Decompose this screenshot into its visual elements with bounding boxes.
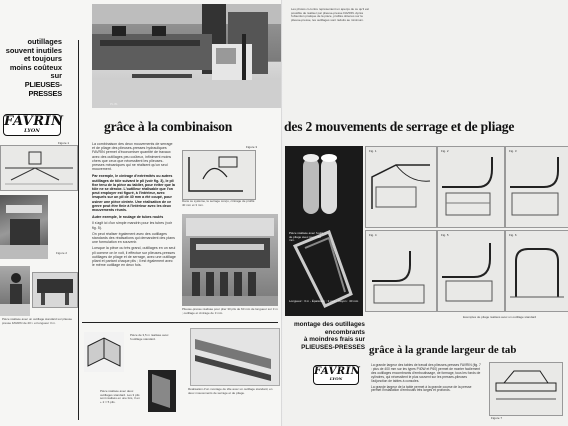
fig2-label: Figure 2: [56, 251, 68, 255]
bracket-illustration: [84, 332, 124, 372]
figure-1-label: Figure 1: [58, 141, 70, 145]
mount-line: PLIEUSES-PRESSES: [301, 343, 365, 351]
bent-part-photo: [148, 370, 176, 412]
fig-cell-3: [505, 146, 568, 228]
body-text-col1: [92, 142, 176, 267]
headline-line: moins coûteux: [9, 62, 62, 72]
figure-1-diagram: [0, 145, 78, 191]
headline-line: outillages: [27, 37, 62, 46]
machine-illustration: [33, 273, 77, 307]
body-paragraph: On peut réaliser également avec des outillages standards des réalisations qui demandent des plans une formulation en souvenir.: [92, 231, 175, 245]
bend-fig-3: [506, 147, 568, 227]
photo-caption-left: Pièce réalisée avec un outillage standard sur plieuse presse FAVRIN de 20 t. et longueur 3 m.: [2, 317, 73, 325]
fig-cell-5: [437, 230, 505, 312]
press-photo-left: [0, 195, 48, 259]
favrin-logo: [3, 114, 64, 136]
table-diagram: [490, 363, 562, 415]
mount-headline: [285, 321, 365, 351]
bottom-rule: [82, 322, 278, 323]
fig-cell-4: [365, 230, 437, 312]
fig-label: Fig. 6: [509, 233, 517, 237]
headline-line: PLIEUSES-PRESSES: [24, 79, 62, 98]
headline-line: sur: [50, 71, 62, 81]
photo-code: PL 81: [110, 102, 118, 106]
bottom-left-caption: Pièce réalisée avec deux outillages standard. Les 3 plis sont réalisés en une fois, 3 en + 2 = 5 plis.: [100, 389, 140, 404]
press-caption: Plieuse-presse réalisée pour plier 30 plis de 60 mm de longueur sur 3 m ; outillage et cintrage de 3 mm.: [182, 307, 278, 315]
body-paragraph: Autre exemple, le roulage de tubes roulés: [92, 215, 164, 220]
mount-line: montage des outillages: [293, 321, 365, 328]
figure-grid: [365, 146, 568, 316]
profile-photo: [190, 328, 280, 386]
headline-line: souvent inutiles: [5, 45, 62, 55]
forklift-illustration: [92, 4, 281, 108]
fig-cell-1: [365, 146, 437, 228]
bend-fig-4: [366, 231, 436, 311]
bracket-diagram: [84, 332, 124, 372]
body-paragraph: Il s'agit ici d'un simple mandrin pour les tubes (voir fig. 5).: [92, 221, 173, 230]
body-paragraph: La grande largeur des tables de travail des plieuses-presses FAVRIN (fig. 7 : plus de 400 mm sur les types P40W et P60) permet de monter facilement des outillages encombrants d'emboutissage, de formage, tous les fonds de cylindres, qui nécessitent le plus souvent sur les presses-plieuses l'adjonction de tables à consoles.: [371, 363, 481, 383]
bend-fig-6: [506, 231, 568, 311]
left-page: [0, 0, 283, 426]
body-paragraph: Lorsque la pièce ou très grand, outillages en un seul pli comme on le voit, il effectue sur plieuses-presses outillages de pliage et de serrage, avec une outillage pliant et partant chaque plis ; il est également avec le même outillage en deux fois.: [92, 246, 176, 268]
main-headline-left: grâce à la combinaison: [104, 119, 233, 134]
fig-label: Fig. 3: [509, 149, 517, 153]
fig-cell-6: [505, 230, 568, 312]
bend-fig-2: [438, 147, 504, 227]
small-figure-caption: Dans ce système, le serrage conçu, cintrage de profilé 40 mm et 3 mm.: [182, 199, 255, 207]
right-page: [283, 0, 568, 426]
bend-fig-5: [438, 231, 504, 311]
forklift-photo: [92, 4, 281, 108]
bent-part-illustration: [148, 370, 176, 412]
bend-diagram: [1, 146, 77, 190]
bottom-mid-caption: Pièce de 3,5 m réalisée avec l'outillage standard.: [130, 333, 169, 341]
tube-spec: Longueur : 3 m - Épaisseur : 3 mm - Rayon : 40 mm: [289, 299, 359, 303]
main-headline-right: des 2 mouvements de serrage et de pliage: [284, 119, 515, 134]
fig-label: Fig. 1: [369, 149, 377, 153]
second-headline: grâce à la grande largeur de tab: [369, 344, 517, 356]
tube-caption: Pièce réalisée avec l'outil de pliage avec rayon 80 mm.: [289, 231, 323, 243]
logo-name: FAVRIN: [314, 366, 361, 377]
bend-fig-1: [366, 147, 436, 227]
headline-line: et toujours: [23, 54, 62, 64]
figure-7-diagram: [489, 362, 563, 416]
mount-line: à moindres frais sur: [303, 336, 365, 344]
column-rule: [78, 40, 79, 420]
bottom-right-caption: Réalisation d'un montage de tôle avec un outillage standard, en deux mouvements de serrage et de pliage.: [188, 387, 273, 395]
logo-name: FAVRIN: [4, 114, 64, 129]
body-paragraph: La combinaison des deux mouvements de serrage et de pliage des plieuses-presses hydrauliques FAVRIN permet d'économiser quantité de travaux avec des outillages peu coûteux, infiniment moins chers que ceux que nécessitent les plieuses-presses mécaniques qui ne réalisent qu'un seul mouvement.: [92, 142, 173, 172]
intro-text: Les photos ci-contre représentent un aperçu de ce qu'il est possible de réaliser par plieuse-presse FAVRIN. Après l'obtention pratique de la pièce, profilés obtenus sur la plieuse-presse, les outillages sont réduits au minimum.: [291, 7, 369, 22]
machine-photo: [32, 272, 78, 308]
figure-3-label: Figure 3: [246, 145, 258, 149]
favrin-logo: [313, 365, 359, 385]
mount-line: encombrants: [324, 328, 365, 336]
figure-3-diagram: [182, 150, 256, 200]
grid-caption: Exemples de pliage réalisés avec un outillage standard: [463, 315, 537, 319]
fig-label: Fig. 4: [369, 233, 377, 237]
fig-label: Fig. 2: [441, 149, 449, 153]
worker-photo: [0, 266, 30, 316]
profile-illustration: [191, 329, 279, 385]
profile-diagram: [183, 151, 255, 199]
logo-sub: LYON: [24, 128, 40, 134]
press-brake-illustration: [182, 214, 278, 306]
press-brake-photo: [182, 214, 278, 306]
worker-illustration: [0, 266, 30, 316]
logo-sub: LYON: [329, 376, 343, 381]
figure-7-label: Figure 7: [491, 416, 503, 420]
press-illustration: [0, 195, 48, 259]
fig-cell-2: [437, 146, 505, 228]
left-headline-block: [0, 38, 62, 98]
fig-label: Fig. 5: [441, 233, 449, 237]
body-paragraph: La grande largeur de la table permet à la grande course de la presse permet l'installation d'emboutis très larges et profonds.: [371, 384, 472, 393]
body-text-right: [371, 364, 481, 393]
body-paragraph: Par exemple, le cintrage d'extrémités ou autres outillages de tôle suivant le pli (voir fig. 3), le pli fixe tenu de la pièce au tablier, pour éviter que la tôle ne se dérobe. L'outilleur réalisable que l'on peut employer est figuré, à l'intérieur, avec lesquels sur un pli de 40 mm a été coupé, pour usiner une pièce cintrée. Une réalisation de ce genre peut être finie à l'intérieur avec les deux mouvements réunis.: [92, 174, 175, 213]
